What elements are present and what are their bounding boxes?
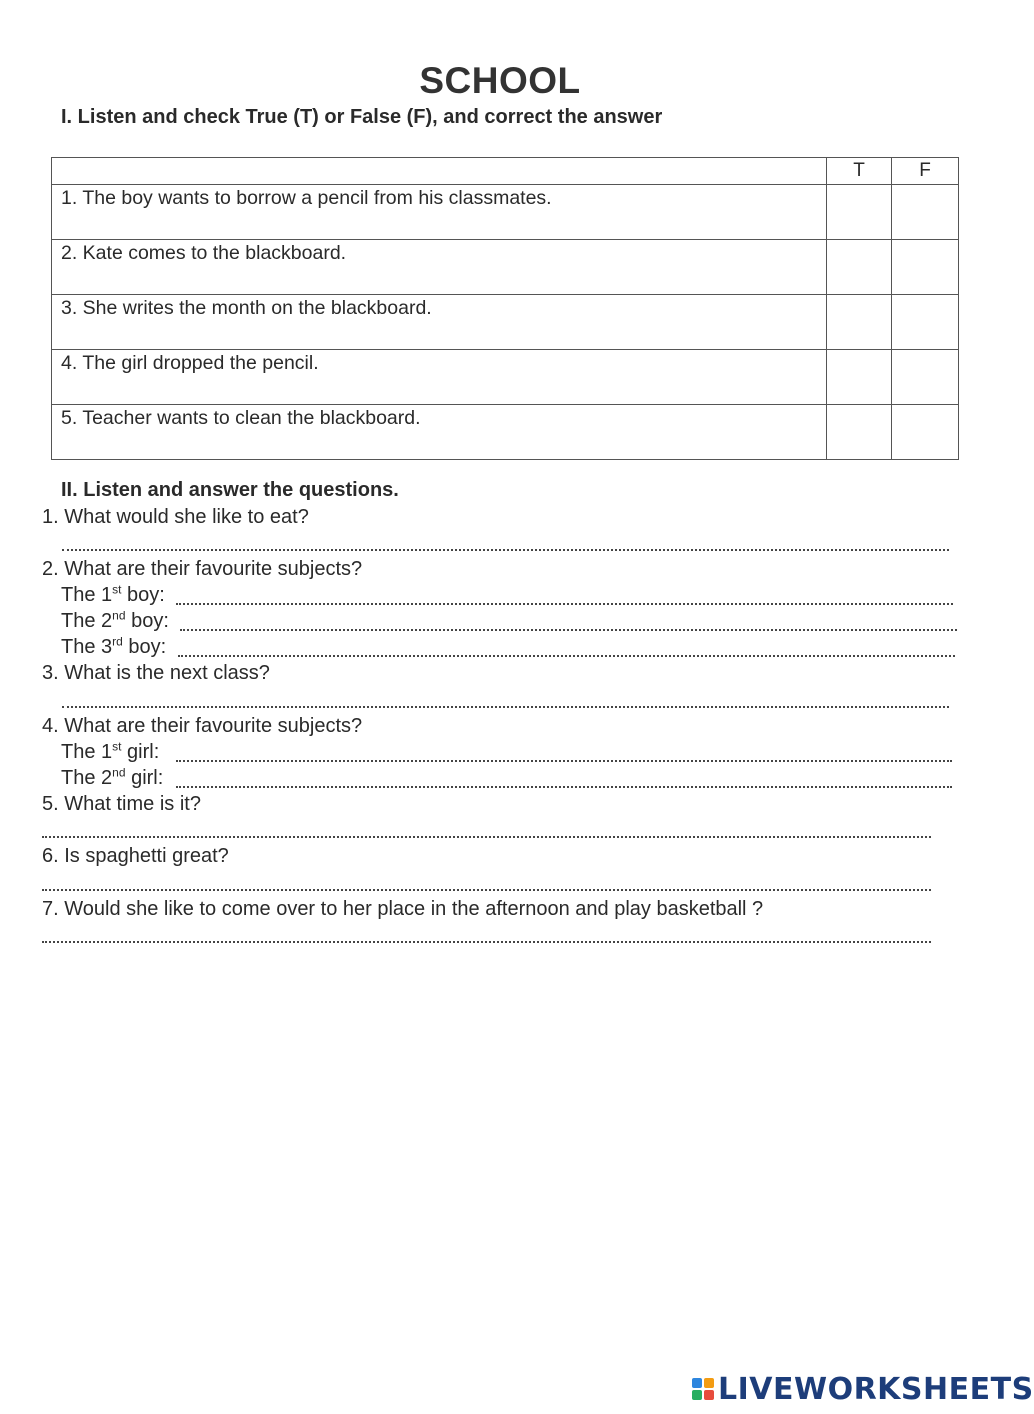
true-false-table bbox=[51, 157, 959, 460]
answer-line-2c[interactable] bbox=[178, 655, 955, 657]
header-false: F bbox=[892, 158, 959, 185]
false-checkbox-5[interactable] bbox=[892, 405, 959, 460]
answer-line-4a[interactable] bbox=[176, 760, 952, 762]
q2-boy-1-label: The 1st boy: bbox=[61, 582, 165, 606]
q4-girl-2-label: The 2nd girl: bbox=[61, 765, 164, 789]
q2-boy-2-label: The 2nd boy: bbox=[61, 608, 169, 632]
true-checkbox-2[interactable] bbox=[827, 240, 892, 295]
false-checkbox-2[interactable] bbox=[892, 240, 959, 295]
statement-4: 4. The girl dropped the pencil. bbox=[52, 350, 827, 405]
false-checkbox-1[interactable] bbox=[892, 185, 959, 240]
statement-1: 1. The boy wants to borrow a pencil from his classmates. bbox=[52, 185, 827, 240]
true-checkbox-5[interactable] bbox=[827, 405, 892, 460]
question-6: 6. Is spaghetti great? bbox=[42, 845, 229, 867]
true-checkbox-1[interactable] bbox=[827, 185, 892, 240]
logo-text: LIVEWORKSHEETS bbox=[718, 1371, 1034, 1407]
q4-girl-1-label: The 1st girl: bbox=[61, 739, 160, 763]
liveworksheets-logo bbox=[692, 1371, 1034, 1407]
question-7: 7. Would she like to come over to her place in the afternoon and play basketball ? bbox=[42, 898, 764, 920]
table-header-row bbox=[52, 158, 959, 185]
answer-line-3[interactable] bbox=[62, 706, 949, 708]
false-checkbox-4[interactable] bbox=[892, 350, 959, 405]
answer-line-2a[interactable] bbox=[176, 603, 953, 605]
logo-squares-icon bbox=[692, 1378, 714, 1400]
answer-line-7[interactable] bbox=[42, 941, 931, 943]
question-1: 1. What would she like to eat? bbox=[42, 506, 309, 528]
question-2: 2. What are their favourite subjects? bbox=[42, 558, 363, 580]
section-2-heading: II. Listen and answer the questions. bbox=[61, 479, 399, 501]
statement-5: 5. Teacher wants to clean the blackboard. bbox=[52, 405, 827, 460]
answer-line-4b[interactable] bbox=[176, 786, 952, 788]
true-checkbox-4[interactable] bbox=[827, 350, 892, 405]
statement-3: 3. She writes the month on the blackboard. bbox=[52, 295, 827, 350]
question-3: 3. What is the next class? bbox=[42, 662, 270, 684]
false-checkbox-3[interactable] bbox=[892, 295, 959, 350]
table-row bbox=[52, 350, 959, 405]
header-blank-cell bbox=[52, 158, 827, 185]
table-row bbox=[52, 405, 959, 460]
table-row bbox=[52, 240, 959, 295]
answer-line-1[interactable] bbox=[62, 549, 949, 551]
answer-line-5[interactable] bbox=[42, 836, 931, 838]
true-checkbox-3[interactable] bbox=[827, 295, 892, 350]
answer-line-6[interactable] bbox=[42, 889, 931, 891]
section-1-heading: I. Listen and check True (T) or False (F), and correct the answer bbox=[61, 106, 663, 128]
answer-line-2b[interactable] bbox=[180, 629, 957, 631]
table-row bbox=[52, 185, 959, 240]
statement-2: 2. Kate comes to the blackboard. bbox=[52, 240, 827, 295]
question-4: 4. What are their favourite subjects? bbox=[42, 715, 363, 737]
page-title: SCHOOL bbox=[419, 60, 581, 101]
question-5: 5. What time is it? bbox=[42, 793, 201, 815]
q2-boy-3-label: The 3rd boy: bbox=[61, 634, 167, 658]
header-true: T bbox=[827, 158, 892, 185]
table-row bbox=[52, 295, 959, 350]
